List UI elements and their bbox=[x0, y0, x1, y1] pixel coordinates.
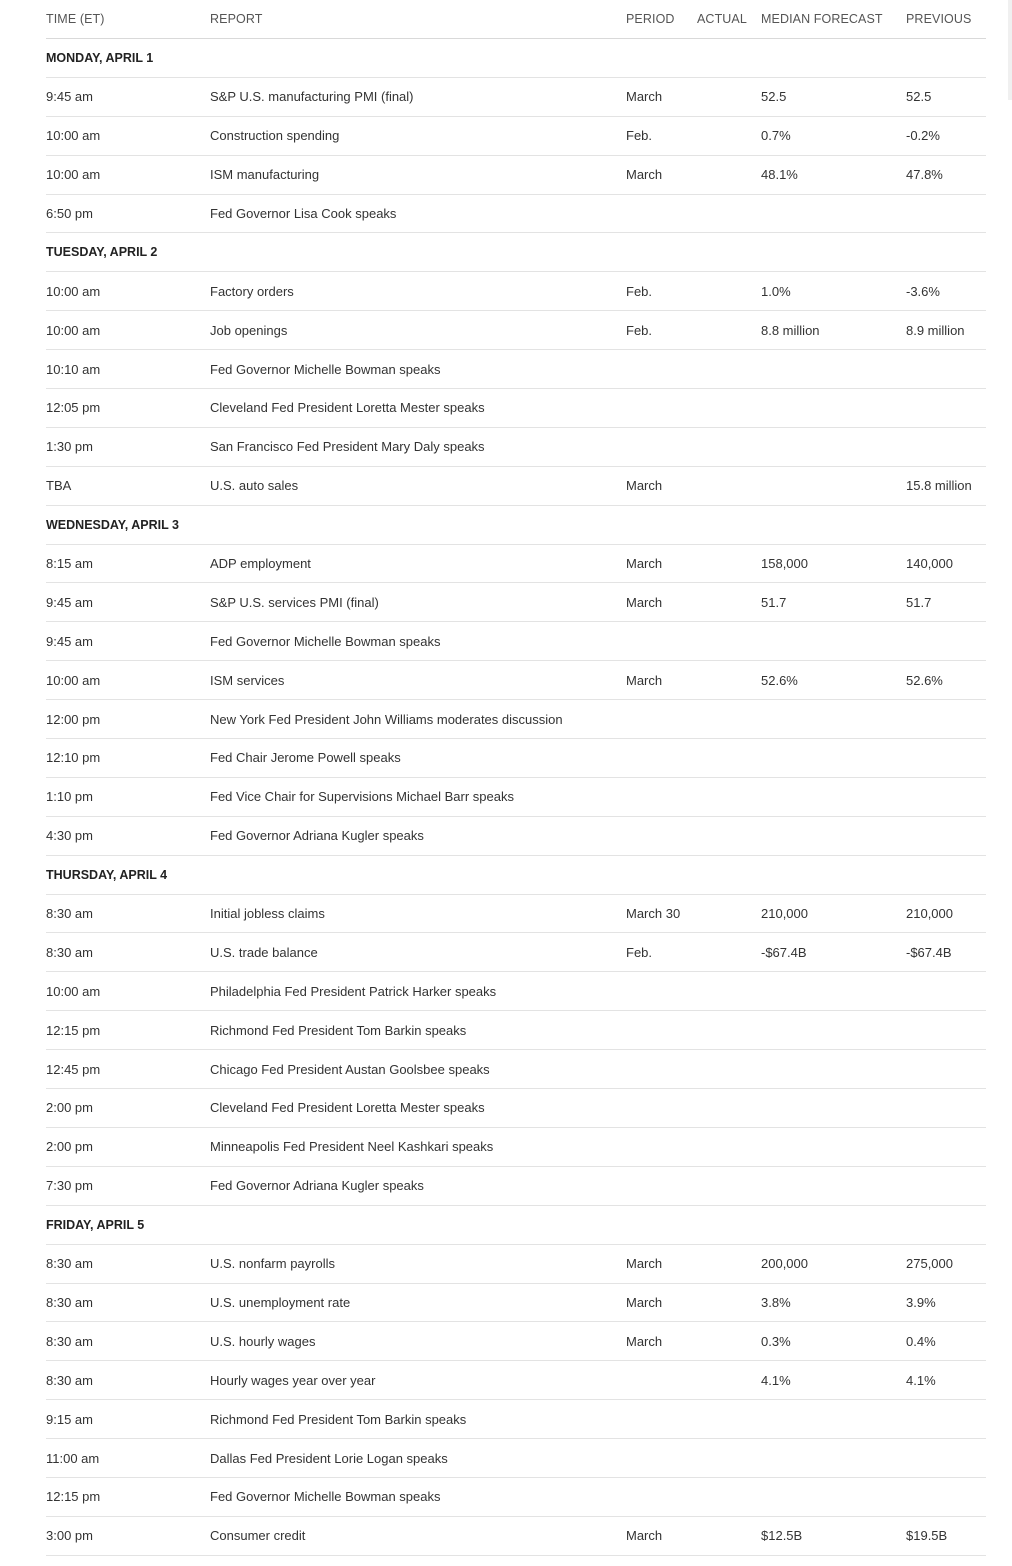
table-row bbox=[46, 1477, 986, 1516]
cell-previous bbox=[906, 1400, 986, 1439]
cell-period bbox=[626, 1089, 697, 1128]
cell-report: Fed Governor Lisa Cook speaks bbox=[210, 194, 626, 233]
cell-period: March bbox=[626, 155, 697, 194]
header-time: TIME (ET) bbox=[46, 0, 210, 39]
cell-previous: 15.8 million bbox=[906, 466, 986, 505]
cell-report: Fed Governor Michelle Bowman speaks bbox=[210, 1477, 626, 1516]
cell-median-forecast bbox=[761, 777, 906, 816]
cell-report: Richmond Fed President Tom Barkin speaks bbox=[210, 1011, 626, 1050]
cell-time: 10:00 am bbox=[46, 155, 210, 194]
cell-actual bbox=[697, 77, 761, 116]
table-row bbox=[46, 466, 986, 505]
cell-median-forecast: 48.1% bbox=[761, 155, 906, 194]
cell-previous: -3.6% bbox=[906, 272, 986, 311]
cell-median-forecast bbox=[761, 194, 906, 233]
cell-actual bbox=[697, 700, 761, 739]
cell-period: March 30 bbox=[626, 894, 697, 933]
cell-actual bbox=[697, 1050, 761, 1089]
day-label: MONDAY, APRIL 1 bbox=[46, 39, 986, 78]
cell-median-forecast bbox=[761, 1127, 906, 1166]
cell-previous: -0.2% bbox=[906, 116, 986, 155]
cell-time: 8:30 am bbox=[46, 933, 210, 972]
cell-actual bbox=[697, 816, 761, 855]
cell-report: Cleveland Fed President Loretta Mester speaks bbox=[210, 389, 626, 428]
cell-actual bbox=[697, 427, 761, 466]
table-row bbox=[46, 1516, 986, 1555]
cell-median-forecast: $12.5B bbox=[761, 1516, 906, 1555]
cell-actual bbox=[697, 544, 761, 583]
cell-actual bbox=[697, 155, 761, 194]
cell-previous bbox=[906, 816, 986, 855]
cell-report: ISM manufacturing bbox=[210, 155, 626, 194]
cell-period bbox=[626, 1477, 697, 1516]
cell-actual bbox=[697, 1127, 761, 1166]
cell-time: 12:15 pm bbox=[46, 1477, 210, 1516]
cell-previous bbox=[906, 1011, 986, 1050]
cell-actual bbox=[697, 389, 761, 428]
cell-period bbox=[626, 427, 697, 466]
cell-actual bbox=[697, 1322, 761, 1361]
day-header-row bbox=[46, 233, 986, 272]
day-header-row bbox=[46, 1205, 986, 1244]
cell-previous bbox=[906, 1050, 986, 1089]
day-header-row bbox=[46, 855, 986, 894]
table-row bbox=[46, 739, 986, 778]
cell-time: 9:45 am bbox=[46, 622, 210, 661]
cell-report: U.S. hourly wages bbox=[210, 1322, 626, 1361]
cell-previous bbox=[906, 1089, 986, 1128]
day-header-row bbox=[46, 505, 986, 544]
cell-report: Fed Vice Chair for Supervisions Michael Barr speaks bbox=[210, 777, 626, 816]
cell-time: 3:00 pm bbox=[46, 1516, 210, 1555]
cell-time: 8:30 am bbox=[46, 1283, 210, 1322]
cell-previous bbox=[906, 389, 986, 428]
cell-previous bbox=[906, 972, 986, 1011]
cell-median-forecast bbox=[761, 427, 906, 466]
cell-period: March bbox=[626, 77, 697, 116]
cell-median-forecast bbox=[761, 1166, 906, 1205]
cell-period: March bbox=[626, 1283, 697, 1322]
table-row bbox=[46, 1400, 986, 1439]
cell-period: March bbox=[626, 661, 697, 700]
cell-actual bbox=[697, 1400, 761, 1439]
cell-time: 9:45 am bbox=[46, 77, 210, 116]
cell-report: Fed Governor Michelle Bowman speaks bbox=[210, 350, 626, 389]
cell-median-forecast bbox=[761, 1011, 906, 1050]
cell-actual bbox=[697, 116, 761, 155]
cell-time: 9:15 am bbox=[46, 1400, 210, 1439]
table-row bbox=[46, 1244, 986, 1283]
cell-previous: 52.5 bbox=[906, 77, 986, 116]
cell-time: 2:00 pm bbox=[46, 1127, 210, 1166]
cell-median-forecast bbox=[761, 350, 906, 389]
cell-previous bbox=[906, 1477, 986, 1516]
table-row bbox=[46, 622, 986, 661]
cell-time: 8:30 am bbox=[46, 894, 210, 933]
table-row bbox=[46, 816, 986, 855]
cell-report: U.S. nonfarm payrolls bbox=[210, 1244, 626, 1283]
cell-median-forecast: 158,000 bbox=[761, 544, 906, 583]
cell-previous: 140,000 bbox=[906, 544, 986, 583]
cell-report: Fed Governor Michelle Bowman speaks bbox=[210, 622, 626, 661]
cell-median-forecast bbox=[761, 1439, 906, 1478]
economic-calendar bbox=[46, 0, 986, 1556]
scrollbar[interactable] bbox=[1008, 0, 1012, 100]
table-row bbox=[46, 894, 986, 933]
cell-report: Consumer credit bbox=[210, 1516, 626, 1555]
cell-time: 8:30 am bbox=[46, 1322, 210, 1361]
cell-actual bbox=[697, 1011, 761, 1050]
cell-time: 12:05 pm bbox=[46, 389, 210, 428]
cell-median-forecast: 0.3% bbox=[761, 1322, 906, 1361]
cell-actual bbox=[697, 1166, 761, 1205]
cell-period bbox=[626, 1127, 697, 1166]
cell-report: San Francisco Fed President Mary Daly speaks bbox=[210, 427, 626, 466]
calendar-table bbox=[46, 0, 986, 1556]
cell-median-forecast: 3.8% bbox=[761, 1283, 906, 1322]
table-row bbox=[46, 116, 986, 155]
cell-period bbox=[626, 350, 697, 389]
cell-previous: 0.4% bbox=[906, 1322, 986, 1361]
cell-period bbox=[626, 1439, 697, 1478]
cell-median-forecast: 52.6% bbox=[761, 661, 906, 700]
cell-median-forecast: 4.1% bbox=[761, 1361, 906, 1400]
cell-actual bbox=[697, 350, 761, 389]
cell-period bbox=[626, 1400, 697, 1439]
cell-median-forecast: 0.7% bbox=[761, 116, 906, 155]
table-row bbox=[46, 1011, 986, 1050]
cell-actual bbox=[697, 1477, 761, 1516]
cell-report: Job openings bbox=[210, 311, 626, 350]
header-report: REPORT bbox=[210, 0, 626, 39]
cell-report: Fed Governor Adriana Kugler speaks bbox=[210, 1166, 626, 1205]
table-row bbox=[46, 427, 986, 466]
cell-previous: 210,000 bbox=[906, 894, 986, 933]
table-row bbox=[46, 700, 986, 739]
cell-report: Fed Governor Adriana Kugler speaks bbox=[210, 816, 626, 855]
cell-time: 8:30 am bbox=[46, 1361, 210, 1400]
cell-actual bbox=[697, 1283, 761, 1322]
cell-median-forecast bbox=[761, 466, 906, 505]
table-row bbox=[46, 972, 986, 1011]
cell-period bbox=[626, 1166, 697, 1205]
table-row bbox=[46, 155, 986, 194]
table-row bbox=[46, 1089, 986, 1128]
cell-actual bbox=[697, 972, 761, 1011]
cell-actual bbox=[697, 777, 761, 816]
cell-report: Cleveland Fed President Loretta Mester speaks bbox=[210, 1089, 626, 1128]
cell-time: 12:15 pm bbox=[46, 1011, 210, 1050]
cell-actual bbox=[697, 311, 761, 350]
cell-time: 8:30 am bbox=[46, 1244, 210, 1283]
cell-previous bbox=[906, 777, 986, 816]
cell-report: ADP employment bbox=[210, 544, 626, 583]
table-row bbox=[46, 77, 986, 116]
cell-previous: 3.9% bbox=[906, 1283, 986, 1322]
cell-median-forecast bbox=[761, 700, 906, 739]
table-row bbox=[46, 1322, 986, 1361]
cell-previous bbox=[906, 739, 986, 778]
cell-period bbox=[626, 1361, 697, 1400]
cell-time: 1:30 pm bbox=[46, 427, 210, 466]
cell-actual bbox=[697, 933, 761, 972]
cell-report: Minneapolis Fed President Neel Kashkari speaks bbox=[210, 1127, 626, 1166]
table-row bbox=[46, 583, 986, 622]
cell-previous bbox=[906, 427, 986, 466]
cell-actual bbox=[697, 1439, 761, 1478]
table-row bbox=[46, 1361, 986, 1400]
cell-time: 12:00 pm bbox=[46, 700, 210, 739]
table-row bbox=[46, 661, 986, 700]
cell-time: 4:30 pm bbox=[46, 816, 210, 855]
cell-actual bbox=[697, 583, 761, 622]
cell-median-forecast bbox=[761, 1089, 906, 1128]
cell-report: U.S. auto sales bbox=[210, 466, 626, 505]
cell-report: Richmond Fed President Tom Barkin speaks bbox=[210, 1400, 626, 1439]
cell-period bbox=[626, 972, 697, 1011]
table-body bbox=[46, 39, 986, 1556]
cell-report: U.S. unemployment rate bbox=[210, 1283, 626, 1322]
cell-report: U.S. trade balance bbox=[210, 933, 626, 972]
cell-previous: 51.7 bbox=[906, 583, 986, 622]
table-row bbox=[46, 777, 986, 816]
cell-previous bbox=[906, 1166, 986, 1205]
cell-period bbox=[626, 1050, 697, 1089]
table-row bbox=[46, 1439, 986, 1478]
cell-report: Philadelphia Fed President Patrick Harker speaks bbox=[210, 972, 626, 1011]
cell-report: New York Fed President John Williams moderates discussion bbox=[210, 700, 626, 739]
table-row bbox=[46, 1050, 986, 1089]
cell-previous: 47.8% bbox=[906, 155, 986, 194]
cell-median-forecast bbox=[761, 1400, 906, 1439]
cell-time: 6:50 pm bbox=[46, 194, 210, 233]
cell-actual bbox=[697, 194, 761, 233]
cell-period bbox=[626, 700, 697, 739]
cell-time: 10:00 am bbox=[46, 661, 210, 700]
table-row bbox=[46, 1127, 986, 1166]
cell-report: Dallas Fed President Lorie Logan speaks bbox=[210, 1439, 626, 1478]
header-previous: PREVIOUS bbox=[906, 0, 986, 39]
cell-period bbox=[626, 739, 697, 778]
cell-previous bbox=[906, 622, 986, 661]
cell-time: 12:10 pm bbox=[46, 739, 210, 778]
cell-actual bbox=[697, 894, 761, 933]
table-row bbox=[46, 544, 986, 583]
header-row bbox=[46, 0, 986, 39]
table-row bbox=[46, 311, 986, 350]
cell-previous: $19.5B bbox=[906, 1516, 986, 1555]
cell-report: ISM services bbox=[210, 661, 626, 700]
table-header bbox=[46, 0, 986, 39]
cell-median-forecast: 52.5 bbox=[761, 77, 906, 116]
cell-period: Feb. bbox=[626, 116, 697, 155]
cell-actual bbox=[697, 1361, 761, 1400]
cell-previous: 275,000 bbox=[906, 1244, 986, 1283]
day-label: THURSDAY, APRIL 4 bbox=[46, 855, 986, 894]
cell-median-forecast: 200,000 bbox=[761, 1244, 906, 1283]
cell-actual bbox=[697, 622, 761, 661]
cell-period: Feb. bbox=[626, 311, 697, 350]
cell-period: March bbox=[626, 1244, 697, 1283]
cell-period bbox=[626, 816, 697, 855]
header-median-forecast: MEDIAN FORECAST bbox=[761, 0, 906, 39]
cell-median-forecast bbox=[761, 1050, 906, 1089]
cell-median-forecast bbox=[761, 389, 906, 428]
day-label: FRIDAY, APRIL 5 bbox=[46, 1205, 986, 1244]
cell-report: Initial jobless claims bbox=[210, 894, 626, 933]
cell-median-forecast: 210,000 bbox=[761, 894, 906, 933]
cell-previous: -$67.4B bbox=[906, 933, 986, 972]
cell-time: 12:45 pm bbox=[46, 1050, 210, 1089]
cell-previous bbox=[906, 700, 986, 739]
cell-time: 10:00 am bbox=[46, 116, 210, 155]
cell-previous: 52.6% bbox=[906, 661, 986, 700]
cell-median-forecast: -$67.4B bbox=[761, 933, 906, 972]
cell-period bbox=[626, 1011, 697, 1050]
table-row bbox=[46, 350, 986, 389]
cell-report: Hourly wages year over year bbox=[210, 1361, 626, 1400]
table-row bbox=[46, 933, 986, 972]
cell-period: March bbox=[626, 544, 697, 583]
cell-period bbox=[626, 777, 697, 816]
cell-previous: 4.1% bbox=[906, 1361, 986, 1400]
cell-period: Feb. bbox=[626, 933, 697, 972]
cell-report: Fed Chair Jerome Powell speaks bbox=[210, 739, 626, 778]
day-header-row bbox=[46, 39, 986, 78]
cell-period bbox=[626, 622, 697, 661]
cell-time: 10:00 am bbox=[46, 972, 210, 1011]
cell-report: S&P U.S. services PMI (final) bbox=[210, 583, 626, 622]
cell-period: March bbox=[626, 583, 697, 622]
cell-previous bbox=[906, 1439, 986, 1478]
cell-time: 9:45 am bbox=[46, 583, 210, 622]
cell-actual bbox=[697, 1244, 761, 1283]
table-row bbox=[46, 1283, 986, 1322]
table-row bbox=[46, 272, 986, 311]
cell-period: March bbox=[626, 1516, 697, 1555]
cell-period bbox=[626, 194, 697, 233]
cell-previous bbox=[906, 350, 986, 389]
cell-median-forecast: 8.8 million bbox=[761, 311, 906, 350]
table-row bbox=[46, 389, 986, 428]
cell-period: Feb. bbox=[626, 272, 697, 311]
cell-report: Construction spending bbox=[210, 116, 626, 155]
cell-actual bbox=[697, 272, 761, 311]
cell-actual bbox=[697, 466, 761, 505]
cell-time: 1:10 pm bbox=[46, 777, 210, 816]
cell-previous: 8.9 million bbox=[906, 311, 986, 350]
cell-actual bbox=[697, 1089, 761, 1128]
cell-time: TBA bbox=[46, 466, 210, 505]
cell-time: 11:00 am bbox=[46, 1439, 210, 1478]
cell-median-forecast bbox=[761, 622, 906, 661]
cell-actual bbox=[697, 739, 761, 778]
cell-actual bbox=[697, 661, 761, 700]
cell-time: 7:30 pm bbox=[46, 1166, 210, 1205]
cell-median-forecast: 1.0% bbox=[761, 272, 906, 311]
cell-time: 10:10 am bbox=[46, 350, 210, 389]
cell-report: Chicago Fed President Austan Goolsbee speaks bbox=[210, 1050, 626, 1089]
header-period: PERIOD bbox=[626, 0, 697, 39]
day-label: TUESDAY, APRIL 2 bbox=[46, 233, 986, 272]
day-label: WEDNESDAY, APRIL 3 bbox=[46, 505, 986, 544]
cell-median-forecast bbox=[761, 1477, 906, 1516]
cell-median-forecast: 51.7 bbox=[761, 583, 906, 622]
cell-report: S&P U.S. manufacturing PMI (final) bbox=[210, 77, 626, 116]
cell-median-forecast bbox=[761, 739, 906, 778]
cell-previous bbox=[906, 1127, 986, 1166]
cell-period: March bbox=[626, 466, 697, 505]
cell-time: 10:00 am bbox=[46, 311, 210, 350]
cell-time: 10:00 am bbox=[46, 272, 210, 311]
cell-period: March bbox=[626, 1322, 697, 1361]
cell-actual bbox=[697, 1516, 761, 1555]
cell-previous bbox=[906, 194, 986, 233]
header-actual: ACTUAL bbox=[697, 0, 761, 39]
cell-median-forecast bbox=[761, 816, 906, 855]
cell-period bbox=[626, 389, 697, 428]
cell-report: Factory orders bbox=[210, 272, 626, 311]
table-row bbox=[46, 194, 986, 233]
table-row bbox=[46, 1166, 986, 1205]
cell-time: 2:00 pm bbox=[46, 1089, 210, 1128]
cell-median-forecast bbox=[761, 972, 906, 1011]
cell-time: 8:15 am bbox=[46, 544, 210, 583]
